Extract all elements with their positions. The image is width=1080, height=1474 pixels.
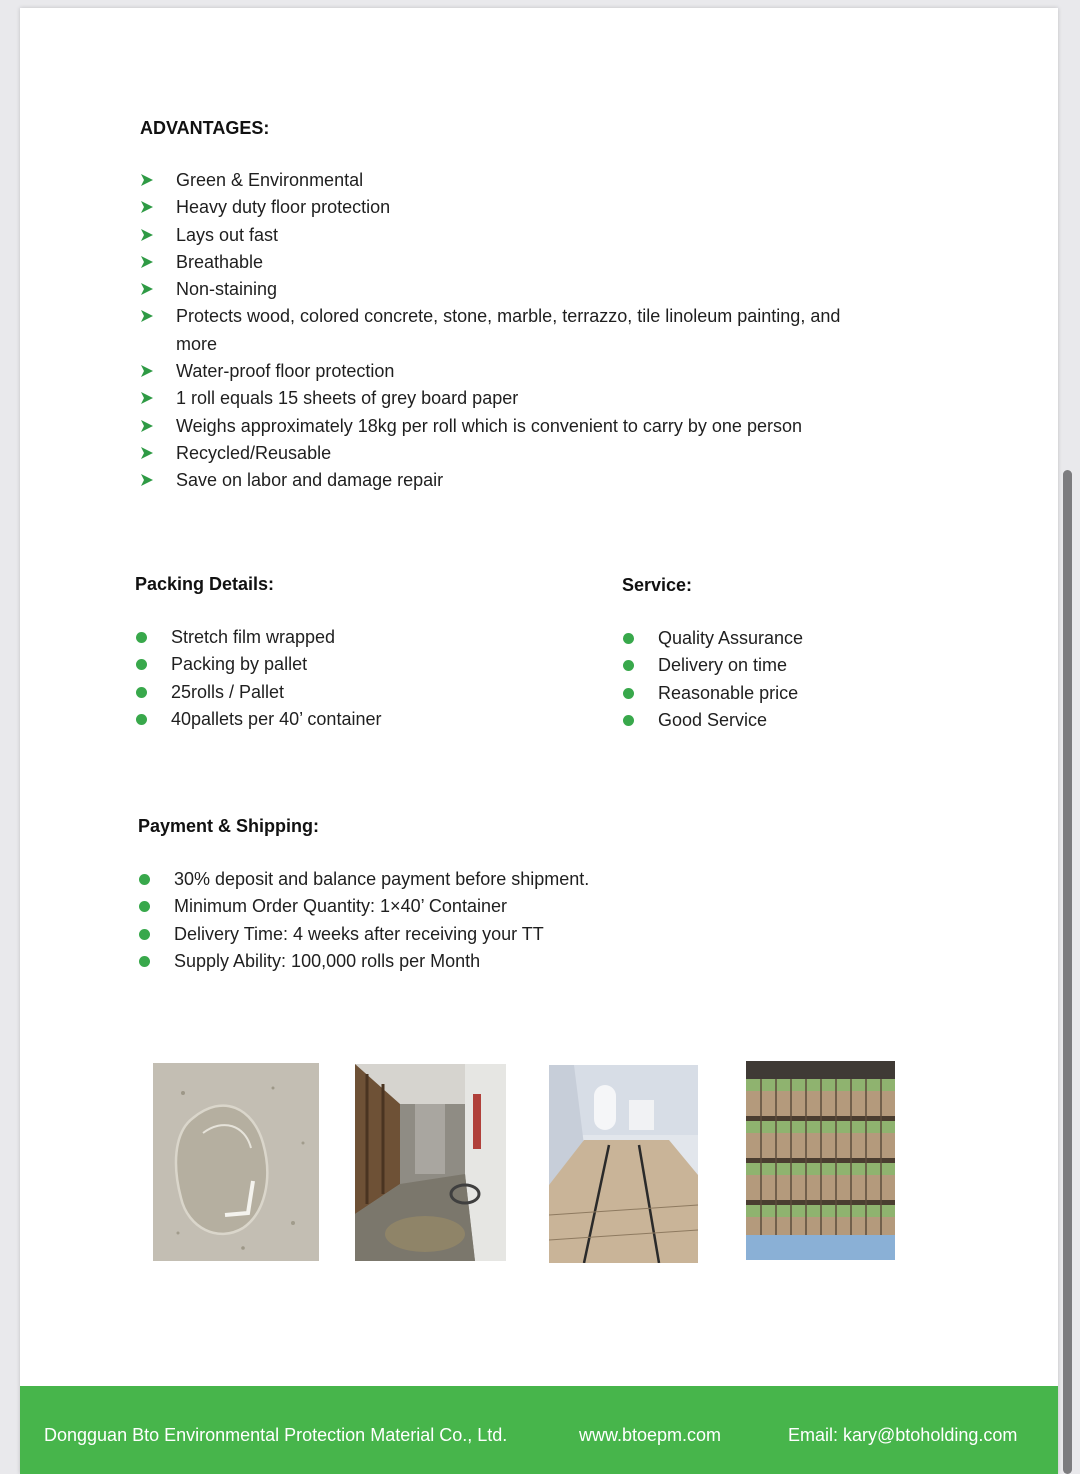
arrowhead-bullet-icon [140,473,154,487]
green-dot-bullet-icon [623,660,634,671]
list-item: Protects wood, colored concrete, stone, marble, terrazzo, tile linoleum painting, and more [140,303,866,358]
list-item: 1 roll equals 15 sheets of grey board paper [140,385,866,412]
list-item: 40pallets per 40’ container [135,706,381,733]
list-item: Non-staining [140,276,866,303]
green-dot-bullet-icon [623,715,634,726]
green-dot-bullet-icon [139,874,150,885]
payment-list [138,866,589,975]
service-list [622,625,803,734]
green-dot-bullet-icon [136,687,147,698]
list-item: Minimum Order Quantity: 1×40’ Container [138,893,589,920]
footer-bar [20,1386,1058,1474]
list-item: Quality Assurance [622,625,803,652]
list-item: Reasonable price [622,680,803,707]
arrowhead-bullet-icon [140,364,154,378]
construction-corridor-photo [355,1064,506,1261]
email-link[interactable]: Email: kary@btoholding.com [788,1425,1018,1445]
payment-heading: Payment & Shipping: [138,816,320,836]
list-item: Lays out fast [140,222,866,249]
arrowhead-bullet-icon [140,255,154,269]
arrowhead-bullet-icon [140,282,154,296]
list-item: 25rolls / Pallet [135,679,381,706]
water-drop-photo [153,1063,319,1261]
green-dot-bullet-icon [136,714,147,725]
advantages-list [140,167,866,495]
list-item: Heavy duty floor protection [140,194,866,221]
service-heading: Service: [622,575,693,595]
list-item: Green & Environmental [140,167,866,194]
green-dot-bullet-icon [136,659,147,670]
green-dot-bullet-icon [139,929,150,940]
pallet-rolls-warehouse-photo [746,1061,895,1260]
packing-heading: Packing Details: [135,574,275,594]
arrowhead-bullet-icon [140,419,154,433]
arrowhead-bullet-icon [140,228,154,242]
list-item: Good Service [622,707,803,734]
list-item: Water-proof floor protection [140,358,866,385]
list-item: Supply Ability: 100,000 rolls per Month [138,948,589,975]
list-item: Save on labor and damage repair [140,467,866,494]
company-name: Dongguan Bto Environmental Protection Material Co., Ltd. [44,1425,508,1445]
list-item: 30% deposit and balance payment before shipment. [138,866,589,893]
green-dot-bullet-icon [139,901,150,912]
green-dot-bullet-icon [139,956,150,967]
list-item: Stretch film wrapped [135,624,381,651]
packing-list [135,624,381,733]
scrollbar[interactable] [1063,470,1072,1474]
advantages-heading: ADVANTAGES: [140,118,270,138]
green-dot-bullet-icon [623,633,634,644]
arrowhead-bullet-icon [140,391,154,405]
green-dot-bullet-icon [623,688,634,699]
arrowhead-bullet-icon [140,200,154,214]
list-item: Recycled/Reusable [140,440,866,467]
list-item: Breathable [140,249,866,276]
list-item: Weighs approximately 18kg per roll which is convenient to carry by one person [140,413,866,440]
covered-floor-room-photo [549,1065,698,1263]
arrowhead-bullet-icon [140,309,154,323]
arrowhead-bullet-icon [140,173,154,187]
arrowhead-bullet-icon [140,446,154,460]
list-item: Delivery Time: 4 weeks after receiving your TT [138,921,589,948]
website-link[interactable]: www.btoepm.com [579,1425,722,1445]
list-item: Packing by pallet [135,651,381,678]
list-item: Delivery on time [622,652,803,679]
green-dot-bullet-icon [136,632,147,643]
